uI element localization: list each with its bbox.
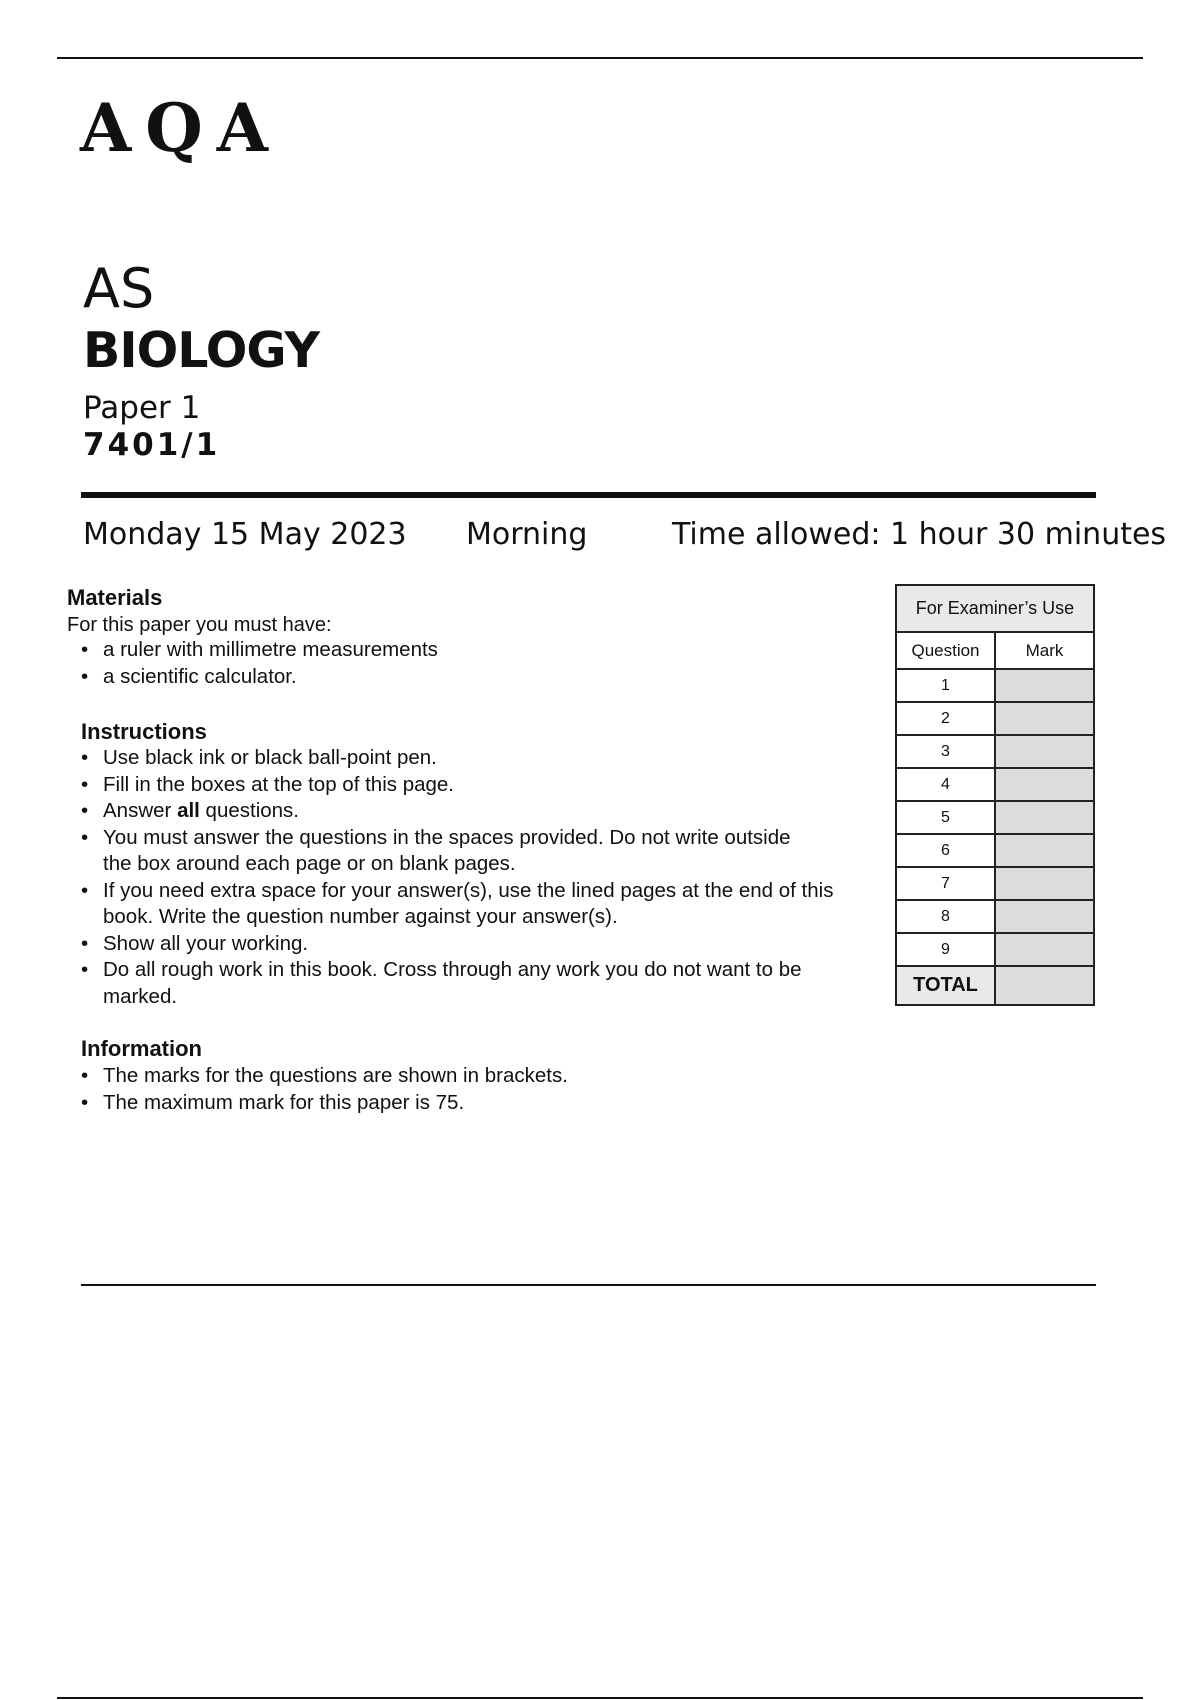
subject-title: BIOLOGY bbox=[83, 322, 319, 379]
table-row bbox=[896, 702, 1094, 735]
table-row bbox=[896, 834, 1094, 867]
instructions-list bbox=[81, 745, 861, 1010]
materials-list bbox=[81, 637, 801, 690]
question-column-header: Question bbox=[896, 632, 995, 669]
paper-code: 7401/1 bbox=[83, 427, 221, 463]
mark-cell bbox=[995, 702, 1094, 735]
total-mark-cell bbox=[995, 966, 1094, 1005]
table-row bbox=[896, 669, 1094, 702]
mark-cell bbox=[995, 933, 1094, 966]
list-item: • a ruler with millimetre measurements bbox=[81, 637, 801, 664]
list-item: • The marks for the questions are shown in brackets. bbox=[81, 1063, 841, 1090]
table-row bbox=[896, 900, 1094, 933]
mark-cell bbox=[995, 768, 1094, 801]
information-list bbox=[81, 1063, 841, 1116]
mark-cell bbox=[995, 834, 1094, 867]
bottom-rule bbox=[57, 1697, 1143, 1699]
list-item: • The maximum mark for this paper is 75. bbox=[81, 1090, 841, 1117]
table-row bbox=[896, 735, 1094, 768]
top-rule bbox=[57, 57, 1143, 59]
mark-column-header: Mark bbox=[995, 632, 1094, 669]
aqa-logo: AQA bbox=[80, 89, 282, 167]
question-number: 3 bbox=[896, 735, 995, 768]
information-heading: Information bbox=[81, 1036, 202, 1061]
list-item: • a scientific calculator. bbox=[81, 664, 801, 691]
list-item: • You must answer the questions in the spaces provided. Do not write outside the box around each page or on blank pages. bbox=[81, 825, 813, 878]
time-allowed: Time allowed: 1 hour 30 minutes bbox=[672, 517, 1167, 552]
question-number: 5 bbox=[896, 801, 995, 834]
list-item: • Show all your working. bbox=[81, 931, 861, 958]
list-item: • If you need extra space for your answer(s), use the lined pages at the end of this book. Write the question number against your answer(s). bbox=[81, 878, 873, 931]
list-item: • Answer all questions. bbox=[81, 798, 861, 825]
materials-heading: Materials bbox=[67, 585, 163, 610]
mark-cell bbox=[995, 669, 1094, 702]
total-label: TOTAL bbox=[896, 966, 995, 1005]
paper-number: Paper 1 bbox=[83, 390, 201, 426]
exam-date: Monday 15 May 2023 bbox=[83, 517, 407, 552]
exam-session: Morning bbox=[466, 517, 588, 552]
mark-cell bbox=[995, 735, 1094, 768]
instructions-heading: Instructions bbox=[81, 719, 207, 744]
question-number: 6 bbox=[896, 834, 995, 867]
table-row bbox=[896, 867, 1094, 900]
examiner-use-table bbox=[895, 584, 1095, 1006]
mark-cell bbox=[995, 801, 1094, 834]
question-number: 2 bbox=[896, 702, 995, 735]
section-divider bbox=[81, 1284, 1096, 1286]
qualification-level: AS bbox=[83, 257, 155, 320]
table-row bbox=[896, 933, 1094, 966]
list-item: • Use black ink or black ball-point pen. bbox=[81, 745, 861, 772]
question-number: 1 bbox=[896, 669, 995, 702]
question-number: 9 bbox=[896, 933, 995, 966]
materials-intro: For this paper you must have: bbox=[67, 614, 332, 636]
header-divider bbox=[81, 492, 1096, 498]
list-item: • Do all rough work in this book. Cross through any work you do not want to be marked. bbox=[81, 957, 843, 1010]
total-row bbox=[896, 966, 1094, 1005]
mark-cell bbox=[995, 867, 1094, 900]
table-row bbox=[896, 801, 1094, 834]
question-number: 8 bbox=[896, 900, 995, 933]
mark-cell bbox=[995, 900, 1094, 933]
question-number: 7 bbox=[896, 867, 995, 900]
question-number: 4 bbox=[896, 768, 995, 801]
table-row bbox=[896, 768, 1094, 801]
list-item: • Fill in the boxes at the top of this page. bbox=[81, 772, 861, 799]
examiner-table-title: For Examiner’s Use bbox=[896, 585, 1094, 632]
